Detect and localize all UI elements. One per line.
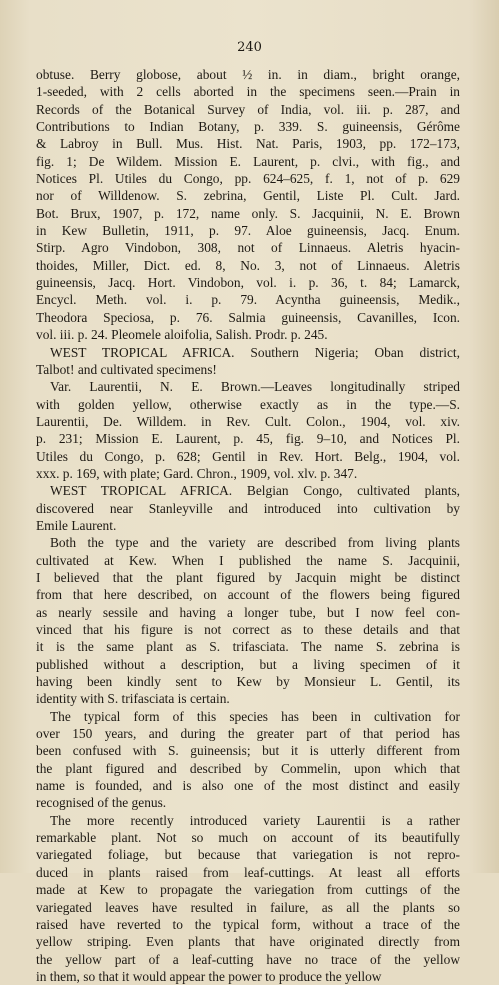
paragraph — [36, 378, 460, 482]
text-line: guineensis, Jacq. Hort. Vindobon, vol. i. p. 36, t. 84; Lamarck, — [36, 275, 460, 291]
text-line: Emile Laurent. — [36, 517, 117, 533]
text-line: Utiles du Congo, p. 628; Gentil in Rev. Hort. Belg., 1904, vol. — [36, 448, 460, 464]
text-line: I believed that the plant figured by Jacquin might be distinct — [36, 569, 460, 585]
text-line: fig. 1; De Wildem. Mission E. Laurent, p. clvi., with fig., and — [36, 153, 460, 169]
text-line: Notices Pl. Utiles du Congo, pp. 624–625, f. 1, not of p. 629 — [36, 171, 460, 187]
text-line: cultivated at Kew. When I published the name S. Jacquinii, — [36, 552, 460, 568]
text-line: the yellow part of a leaf-cutting have no trace of the yellow — [36, 951, 460, 967]
text-line: WEST TROPICAL AFRICA. Southern Nigeria; Oban district, — [50, 344, 460, 360]
paragraph — [36, 534, 460, 707]
text-line: duced in plants raised from leaf-cuttings. At least all efforts — [36, 864, 460, 880]
text-line: Talbot! and cultivated specimens! — [36, 361, 217, 377]
text-line: name is founded, and is also one of the most distinct and easily — [36, 778, 460, 794]
text-line: as nearly sessile and having a longer tube, but I now feel con- — [36, 604, 460, 620]
text-line: raised have reverted to the typical form, without a trace of the — [36, 916, 460, 932]
text-line: remarkable plant. Not so much on account of its beautifully — [36, 830, 460, 846]
text-line: Both the type and the variety are described from living plants — [50, 535, 460, 551]
text-line: 1-seeded, with 2 cells aborted in the specimens seen.—Prain in — [36, 84, 460, 100]
text-line: from that here described, on account of the flowers being figured — [36, 587, 460, 603]
text-line: vol. iii. p. 24. Pleomele aloifolia, Salish. Prodr. p. 245. — [36, 327, 328, 343]
text-line: identity with S. trifasciata is certain. — [36, 691, 230, 707]
text-line: Contributions to Indian Botany, p. 339. S. guineensis, Gérôme — [36, 119, 460, 135]
text-line: Encycl. Meth. vol. i. p. 79. Acyntha guineensis, Medik., — [36, 292, 460, 308]
page-body — [36, 66, 460, 985]
text-line: in Kew Bulletin, 1911, p. 97. Aloe guineensis, Jacq. Enum. — [36, 223, 460, 239]
text-line: thoides, Miller, Dict. ed. 8, No. 3, not of Linnaeus. Aletris — [36, 257, 460, 273]
text-line: made at Kew to propagate the variegation from cuttings of the — [36, 882, 460, 898]
text-line: variegated foliage, but because that variegation is not repro- — [36, 847, 460, 863]
text-line: & Labroy in Bull. Mus. Hist. Nat. Paris, 1903, pp. 172–173, — [36, 136, 460, 152]
text-line: discovered near Stanleyville and introduced into cultivation by — [36, 500, 460, 516]
text-line: Var. Laurentii, N. E. Brown.—Leaves longitudinally striped — [50, 379, 460, 395]
text-line: yellow striping. Even plants that have originated directly from — [36, 934, 460, 950]
text-line: published without a description, but a living specimen of it — [36, 656, 460, 672]
text-line: the plant figured and described by Commelin, upon which that — [36, 760, 460, 776]
text-line: p. 231; Mission E. Laurent, p. 45, fig. 9–10, and Notices Pl. — [36, 431, 460, 447]
text-line: over 150 years, and during the greater part of that period has — [36, 726, 460, 742]
text-line: been confused with S. guineensis; but it is utterly different from — [36, 743, 460, 759]
text-line: Theodora Speciosa, p. 76. Salmia guineensis, Cavanilles, Icon. — [36, 309, 460, 325]
paragraph — [36, 708, 460, 812]
text-line: recognised of the genus. — [36, 795, 167, 811]
text-line: The more recently introduced variety Laurentii is a rather — [50, 812, 460, 828]
text-line: Bot. Brux, 1907, p. 172, name only. S. Jacquinii, N. E. Brown — [36, 205, 460, 221]
page-number: 240 — [237, 40, 262, 55]
text-line: vinced that his figure is not correct as to these details and that — [36, 622, 460, 637]
text-line: with golden yellow, otherwise exactly as in the type.—S. — [36, 396, 460, 412]
text-line: The typical form of this species has been in cultivation for — [50, 708, 460, 724]
text-line: nor of Willdenow. S. zebrina, Gentil, Liste Pl. Cult. Jard. — [36, 188, 460, 204]
text-line: in them, so that it would appear the power to produce the yellow — [36, 968, 382, 984]
text-line: WEST TROPICAL AFRICA. Belgian Congo, cultivated plants, — [50, 483, 460, 499]
paragraph — [36, 482, 460, 534]
text-line: obtuse. Berry globose, about ½ in. in diam., bright orange, — [36, 67, 460, 82]
text-line: variegated leaves have resulted in failure, as all the plants so — [36, 899, 460, 915]
paragraph — [36, 66, 460, 344]
text-line: it is the same plant as S. trifasciata. The name S. zebrina is — [36, 639, 460, 655]
text-line: Laurentii, De. Willdem. in Rev. Cult. Colon., 1904, vol. xiv. — [36, 413, 460, 429]
text-line: Records of the Botanical Survey of India, vol. iii. p. 287, and — [36, 101, 460, 117]
paragraph — [36, 344, 460, 379]
text-line: xxx. p. 169, with plate; Gard. Chron., 1909, vol. xlv. p. 347. — [36, 465, 358, 481]
text-line: having been kindly sent to Kew by Monsieur L. Gentil, its — [36, 674, 460, 690]
paragraph — [36, 812, 460, 985]
text-line: Stirp. Agro Vindobon, 308, not of Linnaeus. Aletris hyacin- — [36, 240, 460, 256]
